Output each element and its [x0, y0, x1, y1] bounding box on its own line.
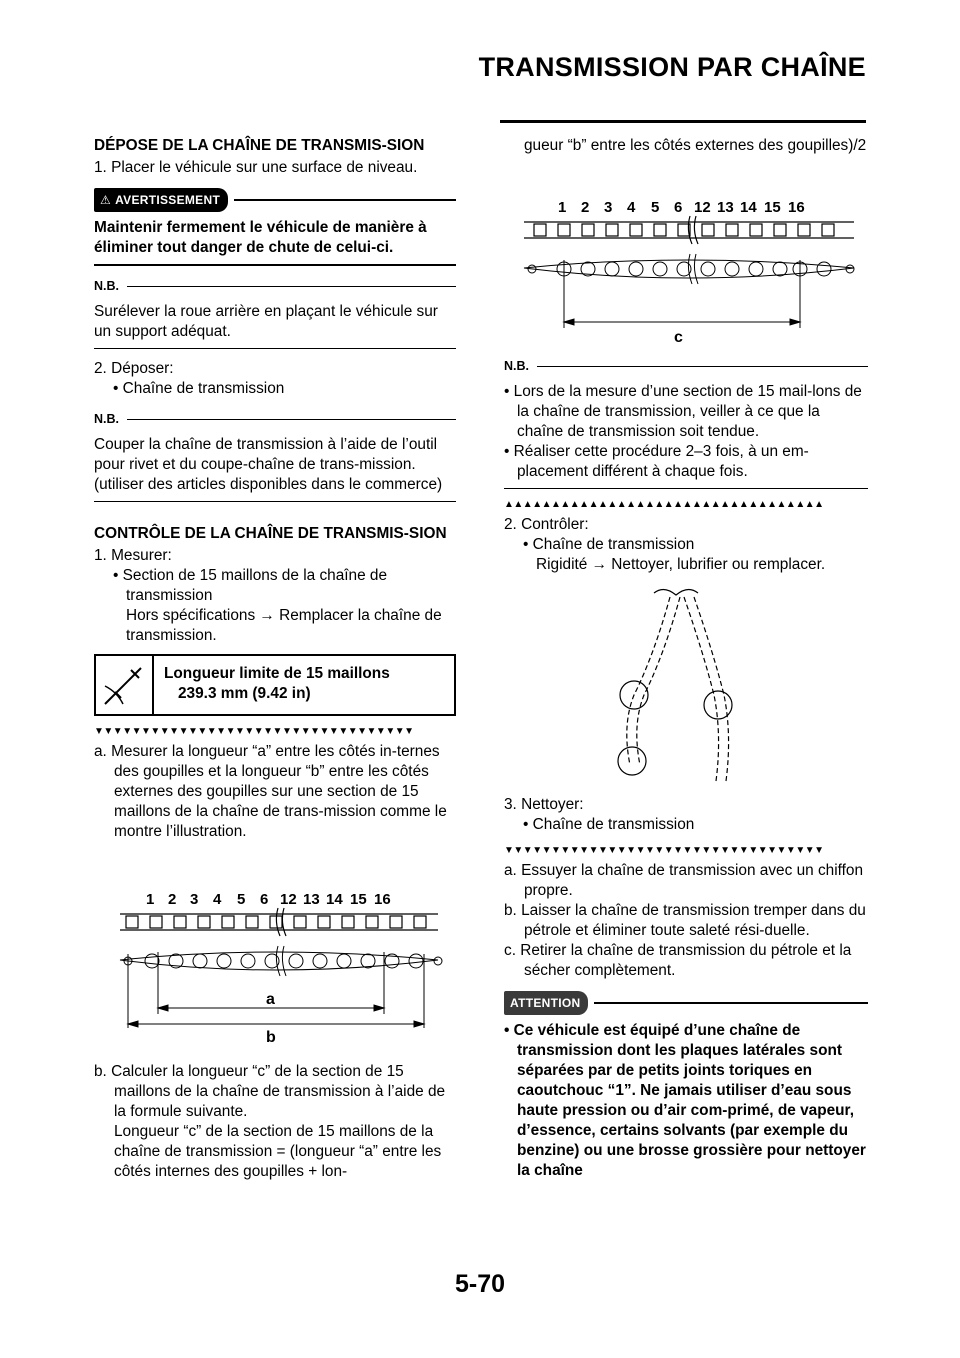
nb-header-3	[504, 356, 868, 376]
chain-number-14: 14	[326, 891, 343, 908]
chain-side-view	[120, 946, 442, 976]
warning-rule	[234, 199, 456, 201]
nb-label-2: N.B.	[94, 412, 119, 426]
attention-badge	[504, 991, 588, 1015]
clean-step-3-item: • Chaîne de transmission	[523, 816, 695, 833]
check-step-1-out: Hors spécifications → Remplacer la chaîne de transmission.	[126, 607, 442, 644]
spec-label: Longueur limite de 15 maillons	[164, 665, 390, 682]
label-c: c	[674, 329, 683, 346]
chain-number-12: 12	[280, 891, 297, 908]
check-step-b: b. Calculer la longueur “c” de la section de 15 maillons de la chaîne de transmission à l’aide de la formule suivante.	[94, 1063, 446, 1120]
chain-diagram-c	[504, 182, 868, 346]
nb-text-1: Surélever la roue arrière en plaçant le véhicule sur un support adéquat.	[94, 303, 438, 340]
chain-c-number-3: 3	[604, 199, 613, 216]
nb-rule-2	[127, 419, 456, 420]
chain-diagram-ab	[94, 848, 454, 1048]
check-step-a: a. Mesurer la longueur “a” entre les côtés in-ternes des goupilles et la longueur “b” entre les côtés externes des goupilles sur une section de 15 maillons de la chaîne de trans-mission comme le montre l’illustration.	[94, 743, 447, 840]
clean-step-b: b. Laisser la chaîne de transmission tremper dans du pétrole et éliminer toute saleté rési-duelle.	[504, 902, 866, 939]
warning-end-rule	[94, 264, 456, 266]
clean-step-a: a. Essuyer la chaîne de transmission avec un chiffon propre.	[504, 862, 864, 899]
chain-c-number-15: 15	[764, 199, 781, 216]
chain-c-number-1: 1	[558, 199, 567, 216]
chain-number-1: 1	[146, 891, 155, 908]
measuring-tool-icon	[96, 656, 154, 714]
chain-c-number-4: 4	[627, 199, 636, 216]
chain-c-number-16: 16	[788, 199, 805, 216]
chain-number-16: 16	[374, 891, 391, 908]
nb-rule-3	[537, 366, 868, 367]
procedure-end-marker: ▲▲▲▲▲▲▲▲▲▲▲▲▲▲▲▲▲▲▲▲▲▲▲▲▲▲▲▲▲▲▲▲▲▲	[504, 499, 824, 510]
chain-c-number-12: 12	[694, 199, 711, 216]
attention-header	[504, 991, 868, 1015]
nb-text-2: Couper la chaîne de transmission à l’aide de l’outil pour rivet et du coupe-chaîne de trans-mission. (utiliser des articles disponibles dans le commerce)	[94, 436, 443, 493]
formula-continuation: gueur “b” entre les côtés externes des goupilles)/2	[524, 137, 867, 154]
warning-badge	[94, 188, 228, 212]
right-column	[504, 136, 868, 1181]
nb-label-1: N.B.	[94, 279, 119, 293]
attention-label: ATTENTION	[510, 996, 581, 1010]
chain-c-number-2: 2	[581, 199, 590, 216]
check-title: CONTRÔLE DE LA CHAÎNE DE TRANSMIS-SION	[94, 525, 447, 542]
chain-link-numbers	[146, 891, 391, 908]
nb-end-rule-2	[94, 501, 456, 502]
nb-header-2	[94, 409, 456, 429]
check-step-2-result: Rigidité → Nettoyer, lubrifier ou remplacer.	[536, 556, 826, 573]
left-column	[94, 136, 456, 1182]
chain-number-13: 13	[303, 891, 320, 908]
chain-number-6: 6	[260, 891, 269, 908]
nb-label-3: N.B.	[504, 359, 529, 373]
attention-text: • Ce véhicule est équipé d’une chaîne de transmission dont les plaques latérales sont séparées par de petits joints toriques en caoutchouc “1”. Ne jamais utiliser d’eau sous haute pression ou d’air com-primé, de vapeur, d’essence, certains solvants (par exemple du benzine) ou une brosse grossière pour nettoyer la chaîne	[504, 1022, 866, 1179]
warning-text: Maintenir fermement le véhicule de manière à éliminer tout danger de chute de celui-ci.	[94, 219, 427, 256]
chain-number-5: 5	[237, 891, 246, 908]
chain-c-number-5: 5	[651, 199, 660, 216]
chain-c-top-view	[524, 216, 854, 244]
check-step-2-item: • Chaîne de transmission	[523, 536, 695, 553]
page-header	[0, 0, 960, 120]
attention-rule	[594, 1002, 868, 1004]
page-title: TRANSMISSION PAR CHAÎNE	[478, 52, 866, 82]
nb-item-2: • Réaliser cette procédure 2–3 fois, à un em-placement différent à chaque fois.	[504, 443, 809, 480]
check-step-b-formula: Longueur “c” de la section de 15 maillons de la chaîne de transmission = (longueur “a” entre les côtés internes des goupilles + lon-	[114, 1123, 442, 1180]
spec-box	[94, 654, 456, 716]
check-step-2: 2. Contrôler:	[504, 516, 589, 533]
removal-title: DÉPOSE DE LA CHAÎNE DE TRANSMIS-SION	[94, 137, 425, 154]
nb-rule-1	[127, 286, 456, 287]
chain-number-4: 4	[213, 891, 222, 908]
label-b: b	[266, 1029, 276, 1046]
header-rule	[500, 120, 866, 123]
chain-number-3: 3	[190, 891, 199, 908]
nb-end-rule-3	[504, 488, 868, 489]
chain-number-2: 2	[168, 891, 177, 908]
dimension-lines	[128, 952, 424, 1028]
warning-header	[94, 188, 456, 212]
check-step-1-item: • Section de 15 maillons de la chaîne de transmission	[113, 567, 388, 604]
procedure-start-marker: ▼▼▼▼▼▼▼▼▼▼▼▼▼▼▼▼▼▼▼▼▼▼▼▼▼▼▼▼▼▼▼▼▼▼	[94, 726, 414, 737]
chain-stiffness-illustration	[504, 585, 868, 785]
label-a: a	[266, 991, 275, 1008]
warning-label: AVERTISSEMENT	[115, 193, 221, 207]
chain-top-view	[120, 908, 438, 936]
page-number: 5-70	[454, 1270, 506, 1298]
procedure-start-marker-2: ▼▼▼▼▼▼▼▼▼▼▼▼▼▼▼▼▼▼▼▼▼▼▼▼▼▼▼▼▼▼▼▼▼▼	[504, 845, 824, 856]
removal-step-1: 1. Placer le véhicule sur une surface de niveau.	[94, 159, 418, 176]
spec-value: 239.3 mm (9.42 in)	[178, 685, 311, 702]
warning-triangle-icon: ⚠	[100, 193, 112, 207]
nb-item-1: • Lors de la mesure d’une section de 15 mail-lons de la chaîne de transmission, veiller à ce que la chaîne de transmission soit tendue.	[504, 383, 862, 440]
nb-end-rule-1	[94, 348, 456, 349]
chain-c-number-13: 13	[717, 199, 734, 216]
chain-c-side-view	[524, 254, 854, 284]
chain-c-number-14: 14	[740, 199, 757, 216]
chain-link-numbers-c	[558, 199, 805, 216]
clean-step-c: c. Retirer la chaîne de transmission du pétrole et la sécher complètement.	[504, 942, 852, 979]
removal-step-2: 2. Déposer:	[94, 360, 174, 377]
chain-number-15: 15	[350, 891, 367, 908]
clean-step-3: 3. Nettoyer:	[504, 796, 584, 813]
check-step-1: 1. Mesurer:	[94, 547, 172, 564]
nb-header-1	[94, 276, 456, 296]
dimension-line-c	[564, 260, 800, 328]
removal-step-2-item: • Chaîne de transmission	[113, 380, 285, 397]
chain-c-number-6: 6	[674, 199, 683, 216]
